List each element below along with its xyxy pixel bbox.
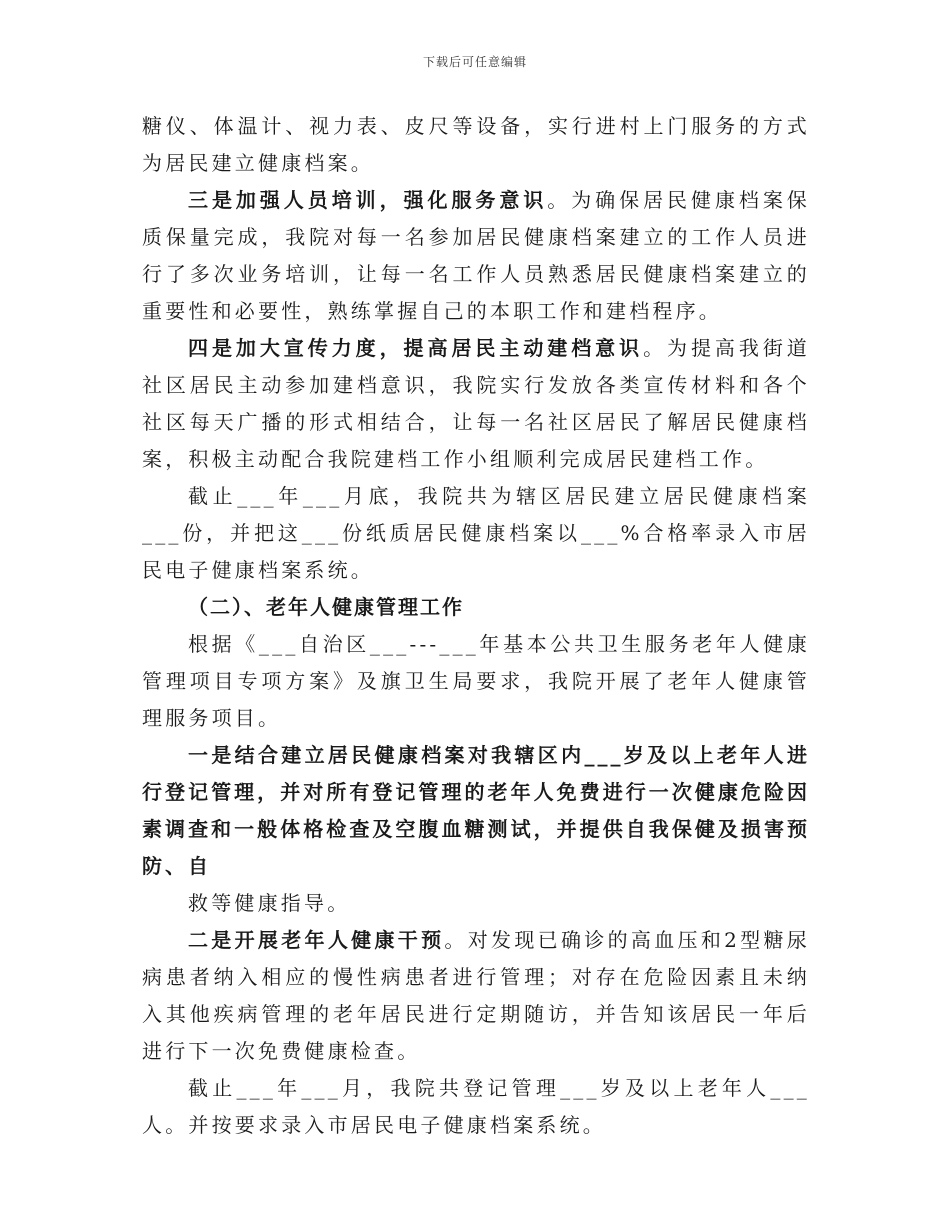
document-body (142, 108, 810, 1144)
paragraph-elderly-summary-text: 截止___年___月，我院共登记管理___岁及以上老年人___人。并按要求录入市居民电子健康档案系统。 (142, 1076, 810, 1137)
paragraph-equipment (142, 108, 810, 182)
paragraph-registration-tail: 救等健康指导。 (188, 891, 351, 915)
paragraph-intervention (142, 922, 810, 1070)
paragraph-publicity (142, 330, 810, 478)
paragraph-intervention-text: 。对发现已确诊的高血压和2型糖尿病患者纳入相应的慢性病患者进行管理；对存在危险因素且未纳入其他疾病管理的老年居民进行定期随访，并告知该居民一年后进行下一次免费健康检查。 (142, 928, 810, 1063)
paragraph-registration (142, 737, 810, 885)
page-header-note: 下载后可任意编辑 (422, 55, 527, 69)
paragraph-registration-text: 一是结合建立居民健康档案对我辖区内___岁及以上老年人进行登记管理，并对所有登记管理的老年人免费进行一次健康危险因素调查和一般体格检查及空腹血糖测试，并提供自我保健及损害预防、自 (142, 743, 810, 878)
paragraph-basis (142, 626, 810, 737)
paragraph-equipment-text: 糖仪、体温计、视力表、皮尺等设备，实行进村上门服务的方式为居民建立健康档案。 (142, 114, 810, 175)
paragraph-publicity-text: 。为提高我街道社区居民主动参加建档意识，我院实行发放各类宣传材料和各个社区每天广播的形式相结合，让每一名社区居民了解居民健康档案，积极主动配合我院建档工作小组顺利完成居民建档工作。 (142, 336, 810, 471)
paragraph-publicity-heading: 四是加大宣传力度，提高居民主动建档意识 (188, 336, 644, 360)
paragraph-intervention-heading: 二是开展老年人健康干预 (188, 928, 445, 952)
section-heading-elderly: （二）、老年人健康管理工作 (188, 595, 464, 619)
paragraph-basis-text: 根据《___自治区___---___年基本公共卫生服务老年人健康管理项目专项方案》及旗卫生局要求，我院开展了老年人健康管理服务项目。 (142, 632, 810, 730)
paragraph-records-summary-text: 截止___年___月底，我院共为辖区居民建立居民健康档案___份，并把这___份纸质居民健康档案以___%合格率录入市居民电子健康档案系统。 (142, 484, 810, 582)
paragraph-elderly-summary (142, 1070, 810, 1144)
paragraph-training-text: 。为确保居民健康档案保质保量完成，我院对每一名参加居民健康档案建立的工作人员进行了多次业务培训，让每一名工作人员熟悉居民健康档案建立的重要性和必要性，熟练掌握自己的本职工作和建档程序。 (142, 188, 810, 323)
paragraph-training (142, 182, 810, 330)
paragraph-training-heading: 三是加强人员培训，强化服务意识 (188, 188, 548, 212)
paragraph-records-summary (142, 478, 810, 589)
